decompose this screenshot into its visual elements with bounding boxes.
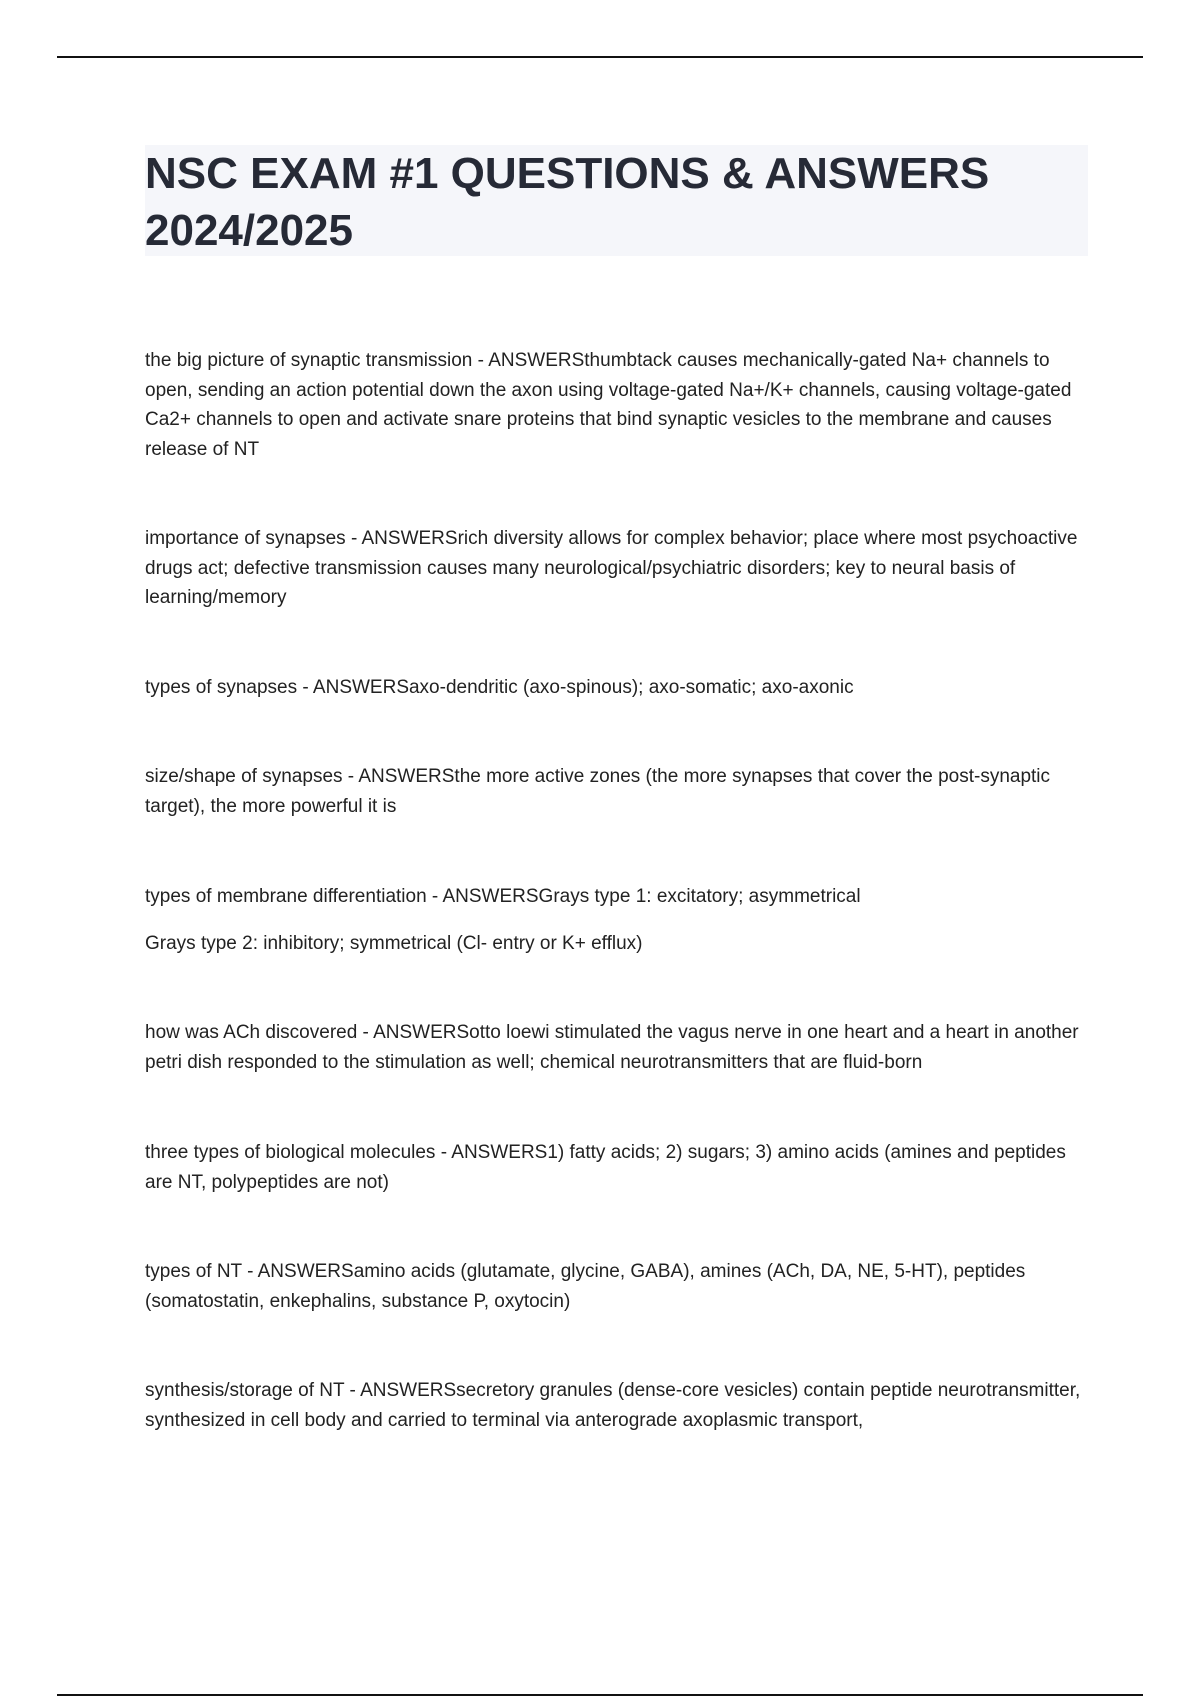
qa-item-text: types of synapses - ANSWERSaxo-dendritic (axo-spinous); axo-somatic; axo-axonic <box>145 676 854 698</box>
qa-item <box>145 524 1085 613</box>
qa-item-text: size/shape of synapses - ANSWERSthe more active zones (the more synapses that cover the post-synaptic target), the more powerful it is <box>145 766 1051 817</box>
qa-item <box>145 1138 1085 1197</box>
qa-list <box>145 346 1085 1435</box>
qa-item-text: types of membrane differentiation - ANSWERSGrays type 1: excitatory; asymmetrical <box>145 886 861 907</box>
qa-item-text: synthesis/storage of NT - ANSWERSsecretory granules (dense-core vesicles) contain peptide neurotransmitter, synthesized in cell body and carried to terminal via anterograde axoplasmic transport, <box>145 1380 1081 1431</box>
qa-item <box>145 1018 1085 1077</box>
bottom-rule <box>57 1694 1143 1696</box>
top-rule <box>57 56 1143 58</box>
qa-item <box>145 346 1085 464</box>
qa-item <box>145 762 1085 821</box>
qa-item-text: the big picture of synaptic transmission - ANSWERSthumbtack causes mechanically-gated Na+ channels to open, sending an action potential down the axon using voltage-gated Na+/K+ channels, causing voltage-gated Ca2+ channels to open and activate snare proteins that bind synaptic vesicles to the membrane and causes release of NT <box>145 350 1072 460</box>
qa-item-text: types of NT - ANSWERSamino acids (glutamate, glycine, GABA), amines (ACh, DA, NE, 5-HT), peptides (somatostatin, enkephalins, substance P, oxytocin) <box>145 1261 1026 1312</box>
qa-item <box>145 1257 1085 1316</box>
qa-item-extra-text: Grays type 2: inhibitory; symmetrical (Cl- entry or K+ efflux) <box>145 932 643 954</box>
qa-item <box>145 673 1085 703</box>
title-block <box>145 145 1088 256</box>
qa-item-text: three types of biological molecules - ANSWERS1) fatty acids; 2) sugars; 3) amino acids (amines and peptides are NT, polypeptides are not) <box>145 1142 1066 1193</box>
qa-item <box>145 1376 1085 1435</box>
qa-item <box>145 882 1085 958</box>
qa-item-text: importance of synapses - ANSWERSrich diversity allows for complex behavior; place where most psychoactive drugs act; defective transmission causes many neurological/psychiatric disorders; key to neural basis of learning/memory <box>145 528 1078 608</box>
document-title: NSC EXAM #1 QUESTIONS & ANSWERS 2024/2025 <box>145 149 990 255</box>
qa-item-text: how was ACh discovered - ANSWERSotto loewi stimulated the vagus nerve in one heart and a heart in another petri dish responded to the stimulation as well; chemical neurotransmitters that are fluid-born <box>145 1022 1079 1073</box>
